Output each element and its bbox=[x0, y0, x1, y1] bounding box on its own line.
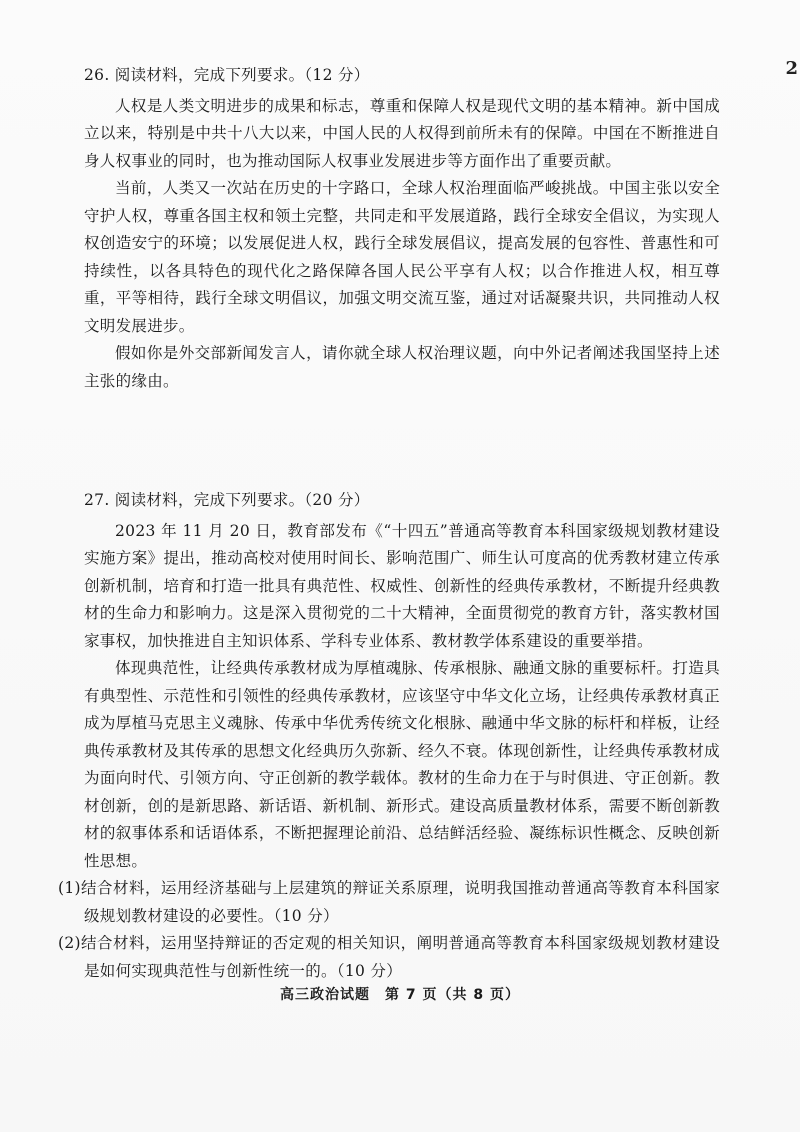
question-26-heading: 26. 阅读材料，完成下列要求。（12 分） bbox=[84, 66, 370, 84]
question-27 bbox=[58, 487, 720, 985]
question-27-paragraph-1: 2023 年 11 月 20 日，教育部发布《“十四五”普通高等教育本科国家级规划教材建设实施方案》提出，推动高校对使用时间长、影响范围广、师生认可度高的优秀教材建立传承创新机制，培育和打造一批具有典范性、权威性、创新性的经典传承教材，不断提升经典教材的生命力和影响力。这是深入贯彻党的二十大精神，全面贯彻党的教育方针，落实教材国家事权，加快推进自主知识体系、学科专业体系、教材教学体系建设的重要举措。 bbox=[84, 521, 720, 650]
page-edge-number: 2 bbox=[785, 58, 798, 79]
question-27-paragraph-2: 体现典范性，让经典传承教材成为厚植魂脉、传承根脉、融通文脉的重要标杆。打造具有典型性、示范性和引领性的经典传承教材，应该坚守中华文化立场，让经典传承教材真正成为厚植马克思主义魂脉、传承中华优秀传统文化根脉、融通中华文脉的标杆和样板，让经典传承教材及其传承的思想文化经典历久弥新、经久不衰。体现创新性，让经典传承教材成为面向时代、引领方向、守正创新的教学载体。教材的生命力在于与时俱进、守正创新。教材创新，创的是新思路、新话语、新机制、新形式。建设高质量教材体系，需要不断创新教材的叙事体系和话语体系，不断把握理论前沿、总结鲜活经验、凝练标识性概念、反映创新性思想。 bbox=[84, 659, 720, 870]
question-27-sub-1: (1)结合材料，运用经济基础与上层建筑的辩证关系原理，说明我国推动普通高等教育本科国家级规划教材建设的必要性。（10 分） bbox=[58, 879, 720, 925]
page-footer: 高三政治试题 第 7 页（共 8 页） bbox=[280, 987, 520, 1003]
question-27-sub-questions bbox=[58, 875, 720, 985]
question-26-prompt: 假如你是外交部新闻发言人，请你就全球人权治理议题，向中外记者阐述我国坚持上述主张的缘由。 bbox=[84, 344, 720, 390]
question-26-paragraph-1: 人权是人类文明进步的成果和标志，尊重和保障人权是现代文明的基本精神。新中国成立以来，特别是中共十八大以来，中国人民的人权得到前所未有的保障。中国在不断推进自身人权事业的同时，也为推动国际人权事业发展进步等方面作出了重要贡献。 bbox=[84, 96, 720, 170]
question-26-paragraph-2: 当前，人类又一次站在历史的十字路口，全球人权治理面临严峻挑战。中国主张以安全守护人权，尊重各国主权和领土完整，共同走和平发展道路，践行全球安全倡议，为实现人权创造安宁的环境；以发展促进人权，践行全球发展倡议，提高发展的包容性、普惠性和可持续性，以各具特色的现代化之路保障各国人民公平享有人权；以合作推进人权，相互尊重，平等相待，践行全球文明倡议，加强文明交流互鉴，通过对话凝聚共识，共同推动人权文明发展进步。 bbox=[84, 179, 720, 335]
question-26 bbox=[84, 62, 720, 395]
question-27-sub-2: (2)结合材料，运用坚持辩证的否定观的相关知识，阐明普通高等教育本科国家级规划教材建设是如何实现典范性与创新性统一的。（10 分） bbox=[58, 934, 720, 980]
question-27-heading: 27. 阅读材料，完成下列要求。（20 分） bbox=[84, 491, 370, 509]
